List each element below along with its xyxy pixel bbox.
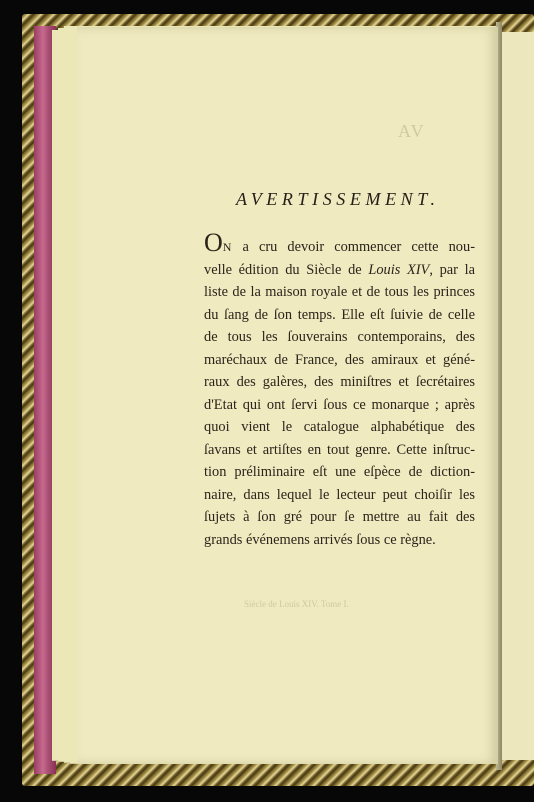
line-prefix: li xyxy=(204,284,212,300)
line-text: velle édition du Siècle de xyxy=(204,261,362,278)
text-line: maréchaux de France, des amiraux et géné- xyxy=(204,351,475,368)
text-line: naire, dans lequel le lecteur peut choiſir les xyxy=(204,486,475,503)
show-through-footer: Siècle de Louis XIV. Tome I. xyxy=(244,599,349,609)
paragraph xyxy=(204,228,475,551)
text-line: quoi vient le catalogue alphabétique des xyxy=(204,419,475,435)
drop-cap: O xyxy=(204,228,223,257)
text-line: tion préliminaire eſt une eſpèce de diction- xyxy=(204,464,475,480)
page-heading: AVERTISSEMENT. xyxy=(236,189,440,209)
facing-page xyxy=(502,32,534,760)
text-line: du ſang de ſon temps. Elle eſt ſuivie de celle xyxy=(204,306,475,323)
text-line: ſujets à ſon gré pour ſe mettre au fait des xyxy=(204,509,475,525)
text-line: d'Etat qui ont ſervi ſous ce monarque ; après xyxy=(204,396,475,413)
text-line-last: grands événemens arrivés ſous ce règne. xyxy=(204,531,436,548)
text-line: ſavans et artiſtes en tout genre. Cette inſtruc- xyxy=(204,441,475,458)
text-line xyxy=(204,259,475,282)
text-line xyxy=(204,281,475,304)
text-line xyxy=(204,228,475,259)
line-rest: a cru devoir commencer cette nou- xyxy=(242,239,475,255)
first-word-rest: N xyxy=(222,240,233,254)
text-line: raux des galères, des miniſtres et ſecrétaires xyxy=(204,374,475,390)
italic-title: Louis XIV xyxy=(368,261,430,278)
text-line: de tous les ſouverains contemporains, des xyxy=(204,329,475,345)
show-through-heading: AV xyxy=(398,121,426,141)
line-tail: , par la xyxy=(429,261,475,278)
line-text: ste de la maison royale et de tous les princes xyxy=(212,284,475,300)
